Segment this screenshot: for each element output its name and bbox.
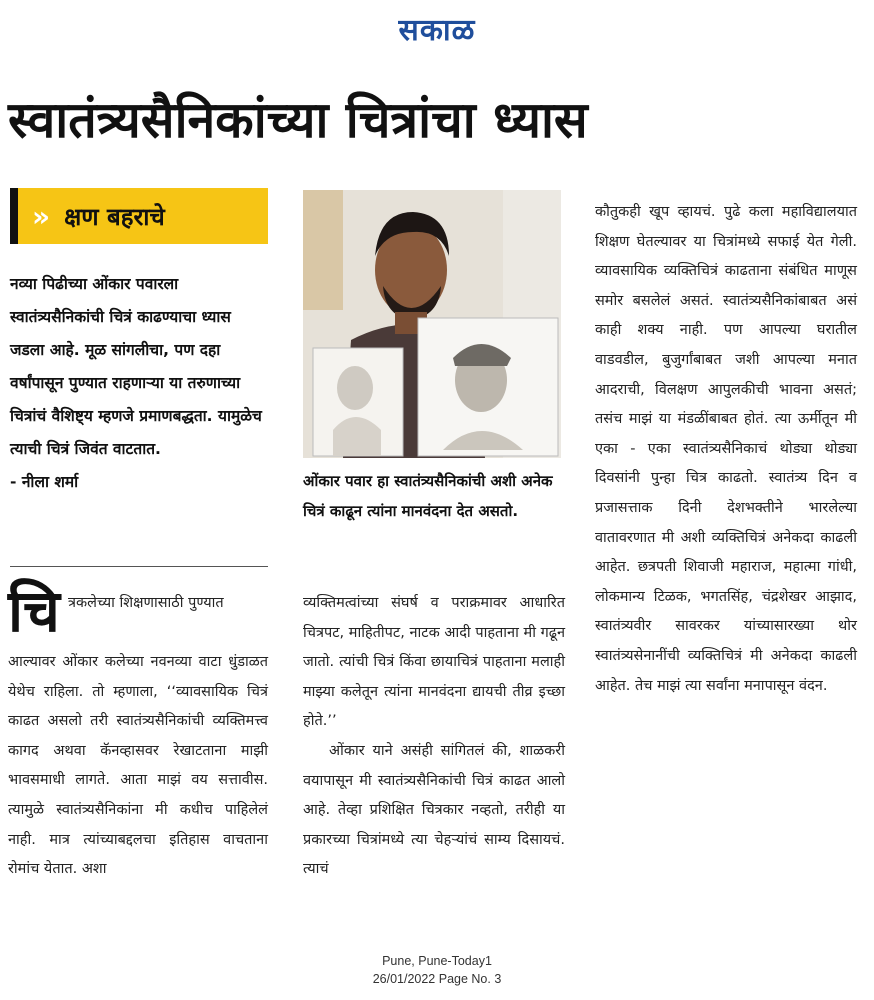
column-2-paragraph-2: ओंकार याने असंही सांगितलं की, शाळकरी वयापासून मी स्वातंत्र्यसैनिकांची चित्रं काढत आलो आहे. तेव्हा प्रशिक्षित चित्रकार नव्हतो, तरीही या प्रकारच्या चित्रांमध्ये त्या चेहऱ्यांचं साम्य दिसायचं. त्याचं	[303, 742, 565, 878]
photo-caption: ओंकार पवार हा स्वातंत्र्यसैनिकांची अशी अनेक चित्रं काढून त्यांना मानवंदना देत असतो.	[303, 472, 553, 520]
article-photo	[303, 190, 561, 458]
section-label: क्षण बहराचे	[64, 202, 165, 231]
column-2	[303, 589, 565, 885]
headline: स्वातंत्र्यसैनिकांच्या चित्रांचा ध्यास	[8, 91, 588, 149]
footer-date-page: 26/01/2022 Page No. 3	[372, 972, 502, 986]
section-banner-bar	[10, 188, 18, 244]
column-2-paragraph-1: व्यक्तिमत्वांच्या संघर्ष व पराक्रमावर आधारित चित्रपट, माहितीपट, नाटक आदी पाहताना मी गढून जातो. त्यांची चित्रं किंवा छायाचित्रं पाहताना मलाही माझ्या कलेतून त्यांना मानवंदना द्यायची तीव्र इच्छा होते.’’	[303, 595, 565, 730]
column-3: कौतुकही खूप व्हायचं. पुढे कला महाविद्यालयात शिक्षण घेतल्यावर या चित्रांमध्ये सफाई येत गेली. व्यावसायिक व्यक्तिचित्रं काढताना संबंधित माणूस समोर बसलेलं असतं. स्वातंत्र्यसैनिकांबाबत असं काही शक्य नाही. पण आपल्या घरातील वाडवडील, बुजुर्गांबाबत जशी आपल्या मनात आदराची, विलक्षण आपुलकीची भावना असतं; तसंच माझं या मंडळींबाबत होतं. त्या ऊर्मीतून मी एका - एका स्वातंत्र्यसैनिकाचं थोड्या थोड्या दिवसांनी पुन्हा चित्र काढतो. स्वातंत्र्य दिन व प्रजासत्ताक दिनी देशभक्तीने भारलेल्या वातावरणात मी अशी व्यक्तिचित्रं अनेकदा काढली आहेत. छत्रपती शिवाजी महाराज, महात्मा गांधी, लोकमान्य टिळक, भगतसिंह, चंद्रशेखर आझाद, स्वातंत्र्यवीर सावरकर यांच्यासारख्या थोर स्वातंत्र्यसेनानींची व्यक्तिचित्रं मी अनेकदा काढली आहेत. तेच माझं त्या सर्वांना मनापासून वंदन.	[595, 204, 857, 694]
photo-illustration	[303, 190, 561, 458]
byline: - नीला शर्मा	[10, 473, 79, 491]
page-footer	[0, 952, 874, 988]
column-1-body: आल्यावर ओंकार कलेच्या नवनव्या वाटा धुंडाळत येथेच राहिला. तो म्हणाला, ‘‘व्यावसायिक चित्रं काढत असलो तरी स्वातंत्र्यसैनिकांची व्यक्तिमत्त्व कागद अथवा कॅनव्हासवर रेखाटताना माझी भावसमाधी लागते. आता माझं वय सत्तावीस. त्यामुळे स्वातंत्र्यसैनिकांना मी कधीच पाहिलेलं नाही. मात्र त्यांच्याबद्दलचा इतिहास वाचताना रोमांच येतात. अशा	[8, 654, 268, 878]
intro-text: नव्या पिढीच्या ओंकार पवारला स्वातंत्र्यसैनिकांची चित्रं काढण्याचा ध्यास जडला आहे. मूळ सांगलीचा, पण दहा वर्षांपासून पुण्यात राहणाऱ्या या तरुणाच्या चित्रांचं वैशिष्ट्य म्हणजे प्रमाणबद्धता. यामुळेच त्याची चित्रं जिवंत वाटतात.	[10, 275, 262, 458]
section-label-banner	[10, 188, 268, 244]
drop-cap: चि	[8, 577, 60, 645]
footer-edition: Pune, Pune-Today1	[382, 954, 492, 968]
section-divider	[10, 566, 268, 567]
chevron-right-icon: »	[32, 199, 51, 233]
intro-summary	[10, 268, 268, 499]
column-1-lead: त्रकलेच्या शिक्षणासाठी पुण्यात	[68, 595, 224, 611]
masthead-logo: सकाळ	[398, 13, 476, 48]
